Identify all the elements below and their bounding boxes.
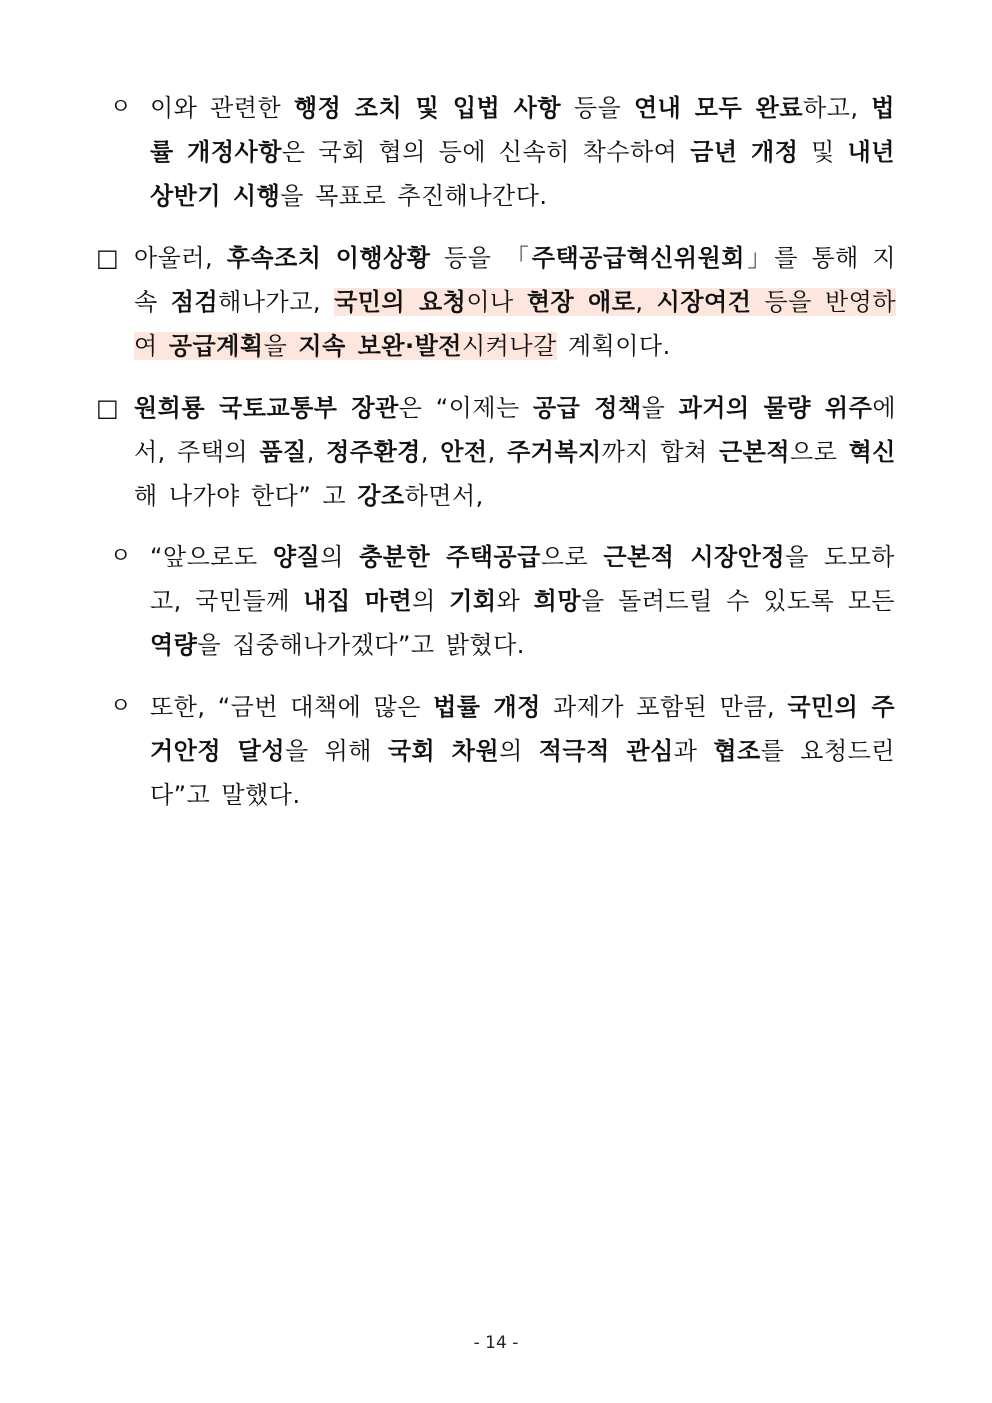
text-run: 을 — [263, 332, 299, 360]
bold-text: 내년 상반기 시행 — [150, 138, 895, 210]
text-run: 하고, — [803, 94, 872, 122]
text-run: 해나가고, — [218, 288, 335, 316]
text-run: 은 국회 협의 등에 신속히 착수하여 — [281, 138, 691, 166]
text-run: 과 — [673, 737, 714, 765]
bold-text: 금년 개정 — [690, 138, 799, 166]
text-run: 의 — [499, 737, 539, 765]
circle-bullet-icon: ㅇ — [110, 544, 132, 569]
text-run: 를 요청드린다”고 말했다. — [150, 737, 895, 809]
bold-text: 원희룡 국토교통부 장관 — [134, 394, 399, 422]
text-run: 계획이다. — [556, 332, 671, 360]
bold-text: 지속 보완·발전 — [298, 332, 462, 360]
text-run: 이와 관련한 — [150, 94, 294, 122]
text-run: 등을 반영하여 — [134, 288, 896, 360]
text-run: , — [306, 438, 327, 466]
bullet-paragraph-national-assembly — [110, 685, 895, 817]
bold-text: 공급 정책 — [532, 394, 642, 422]
text-run: , — [420, 438, 441, 466]
text-run: 이나 — [466, 288, 527, 316]
bold-text: 양질 — [272, 543, 321, 571]
bold-text: 충분한 주택공급 — [359, 543, 541, 571]
section-paragraph-follow-up — [96, 236, 897, 368]
paragraph-text — [150, 86, 895, 218]
text-run: 을 위해 — [285, 737, 388, 765]
text-run: , — [635, 288, 657, 316]
paragraph-text — [150, 685, 895, 817]
text-run: 의 — [320, 543, 360, 571]
page-number: - 14 - — [473, 1333, 519, 1353]
bold-text: 기회 — [449, 587, 497, 615]
paragraph-text — [150, 535, 895, 667]
bold-text: 시장여건 — [656, 288, 752, 316]
bold-text: 과거의 물량 위주 — [678, 394, 873, 422]
text-run: 또한, “금번 대책에 많은 — [150, 693, 434, 721]
bold-text: 희망 — [533, 587, 582, 615]
text-run: 과제가 포함된 만큼, — [540, 693, 788, 721]
text-run: 하면서, — [404, 482, 484, 510]
bold-text: 국민의 주거안정 달성 — [150, 693, 895, 765]
text-run: 을 집중해나가겠다”고 밝혔다. — [197, 631, 525, 659]
bold-text: 역량 — [150, 631, 198, 659]
text-run: 등을 「 — [430, 244, 532, 272]
bold-text: 연내 모두 완료 — [633, 94, 804, 122]
text-run: 을 — [641, 394, 679, 422]
square-bullet-icon: □ — [96, 244, 120, 272]
text-run: 에서, 주택의 — [134, 394, 896, 466]
circle-bullet-icon: ㅇ — [110, 694, 132, 719]
bold-text: 협조 — [713, 737, 761, 765]
text-run: 으로 — [790, 438, 849, 466]
text-run: 을 돌려드릴 수 있도록 모든 — [581, 587, 896, 615]
text-run: 와 — [496, 587, 534, 615]
text-run: 등을 — [561, 94, 634, 122]
text-run: 및 — [798, 138, 848, 166]
text-run: 시켜나갈 — [461, 332, 557, 360]
bold-text: 근본적 시장안정 — [603, 543, 786, 571]
section-paragraph-minister-quote — [96, 386, 896, 518]
bullet-paragraph-supply-quote — [110, 535, 896, 667]
text-run: 을 목표로 추진해나간다. — [280, 182, 548, 210]
bold-text: 법률 개정 — [433, 693, 541, 721]
bold-text: 공급계획 — [168, 332, 264, 360]
bold-text: 품질 — [259, 438, 307, 466]
bold-text: 강조 — [357, 482, 405, 510]
text-run: 으로 — [540, 543, 604, 571]
text-run: “앞으로도 — [150, 543, 273, 571]
bold-text: 근본적 — [718, 438, 791, 466]
bold-text: 주택공급혁신위원회 — [531, 244, 745, 272]
bold-text: 안전 — [440, 438, 488, 466]
bold-text: 혁신 — [848, 438, 896, 466]
bullet-paragraph-legislation — [110, 86, 895, 218]
text-run: 의 — [412, 587, 450, 615]
text-run: 까지 합쳐 — [601, 438, 719, 466]
text-run: 」를 통해 지속 — [134, 244, 897, 316]
bold-text: 후속조치 이행상황 — [226, 244, 431, 272]
paragraph-text — [134, 236, 896, 368]
bold-text: 정주환경 — [326, 438, 421, 466]
text-run: 을 도모하고, 국민들께 — [150, 543, 895, 615]
text-run: 은 “이제는 — [398, 394, 533, 422]
text-run: , — [487, 438, 507, 466]
bold-text: 주거복지 — [506, 438, 602, 466]
text-run: 아울러, — [134, 244, 227, 272]
bold-text: 행정 조치 및 입법 사항 — [293, 94, 562, 122]
bold-text: 법률 개정사항 — [150, 94, 895, 166]
bold-text: 국회 차원 — [387, 737, 500, 765]
bold-text: 내집 마련 — [303, 587, 413, 615]
paragraph-text — [134, 386, 896, 518]
text-run: 해 나가야 한다” 고 — [134, 482, 358, 510]
bold-text: 현장 애로 — [526, 288, 636, 316]
bold-text: 적극적 관심 — [538, 737, 674, 765]
square-bullet-icon: □ — [96, 394, 120, 422]
bold-text: 점검 — [170, 288, 219, 316]
circle-bullet-icon: ㅇ — [110, 95, 132, 120]
bold-text: 국민의 요청 — [334, 288, 467, 316]
